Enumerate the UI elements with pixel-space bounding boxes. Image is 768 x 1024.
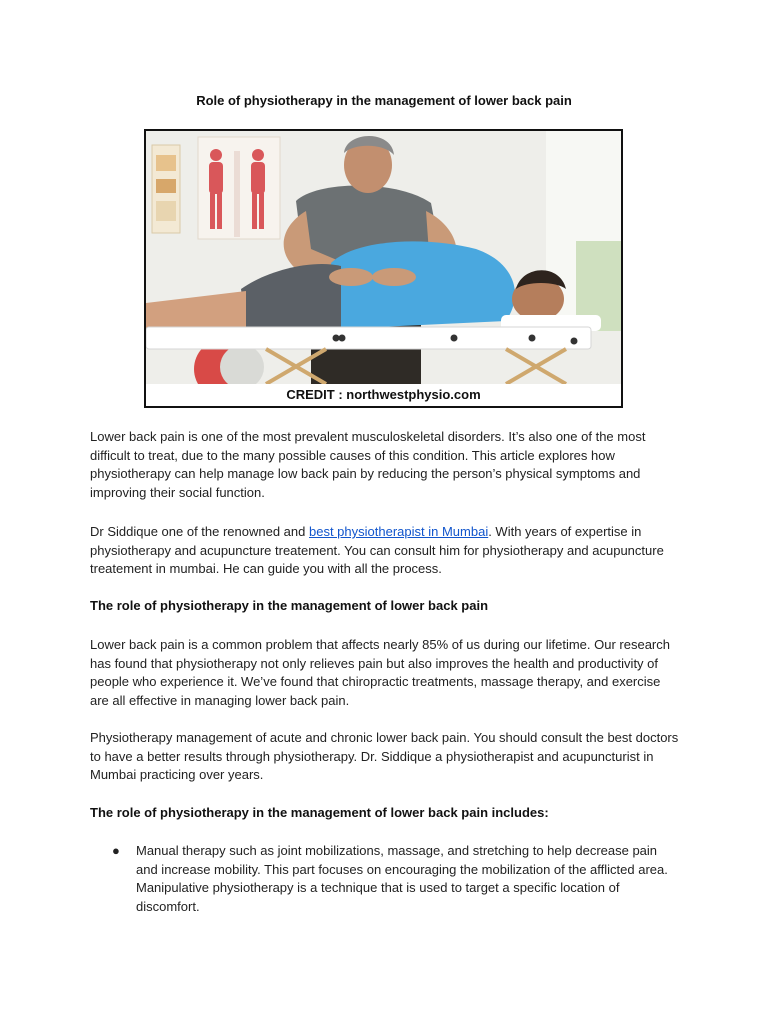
doctor-paragraph-lead: Dr Siddique one of the renowned and	[90, 524, 309, 539]
bullet-dot-icon: ●	[112, 843, 120, 858]
list-item	[90, 842, 680, 916]
physiotherapy-photo-illustration	[146, 131, 621, 384]
doctor-paragraph-rest: . With years of expertise in physiotherapy and acupuncture treatement. You can consult him for physiotherapy and acupuncture treatement in mumbai. He can guide you with all the process.	[90, 524, 664, 577]
intro-paragraph: Lower back pain is one of the most prevalent musculoskeletal disorders. It’s also one of the most difficult to treat, due to the many possible causes of this condition. This article explores how physiotherapy can help manage low back pain by reducing the person’s physical symptoms and improving their social function.	[90, 429, 646, 500]
article-photo	[144, 129, 623, 408]
photo-credit-caption: CREDIT : northwestphysio.com	[146, 384, 621, 406]
management-paragraph: Physiotherapy management of acute and chronic lower back pain. You should consult the best doctors to have a better results through physiotherapy. Dr. Siddique a physiotherapist and acupuncturist in Mumbai practicing over years.	[90, 730, 679, 783]
best-physiotherapist-link[interactable]: best physiotherapist in Mumbai	[309, 524, 489, 539]
statistics-paragraph: Lower back pain is a common problem that affects nearly 85% of us during our lifetime. Our research has found that physiotherapy not only relieves pain but also improves the health and productivity of people who experience it. We’ve found that chiropractic treatments, massage therapy, and exercise are all effective in managing lower back pain.	[90, 637, 670, 708]
document-title: Role of physiotherapy in the management of lower back pain	[196, 93, 572, 108]
list-item-text: Manual therapy such as joint mobilizations, massage, and stretching to help decrease pain and increase mobility. This part focuses on encouraging the mobilization of the afflicted area. Manipulative physiotherapy is a technique that is used to target a specific location of discomfort.	[136, 843, 668, 914]
section-heading-includes: The role of physiotherapy in the management of lower back pain includes:	[90, 805, 549, 820]
treatment-list	[90, 842, 680, 916]
section-heading-role: The role of physiotherapy in the management of lower back pain	[90, 598, 489, 613]
doctor-paragraph	[90, 523, 680, 579]
